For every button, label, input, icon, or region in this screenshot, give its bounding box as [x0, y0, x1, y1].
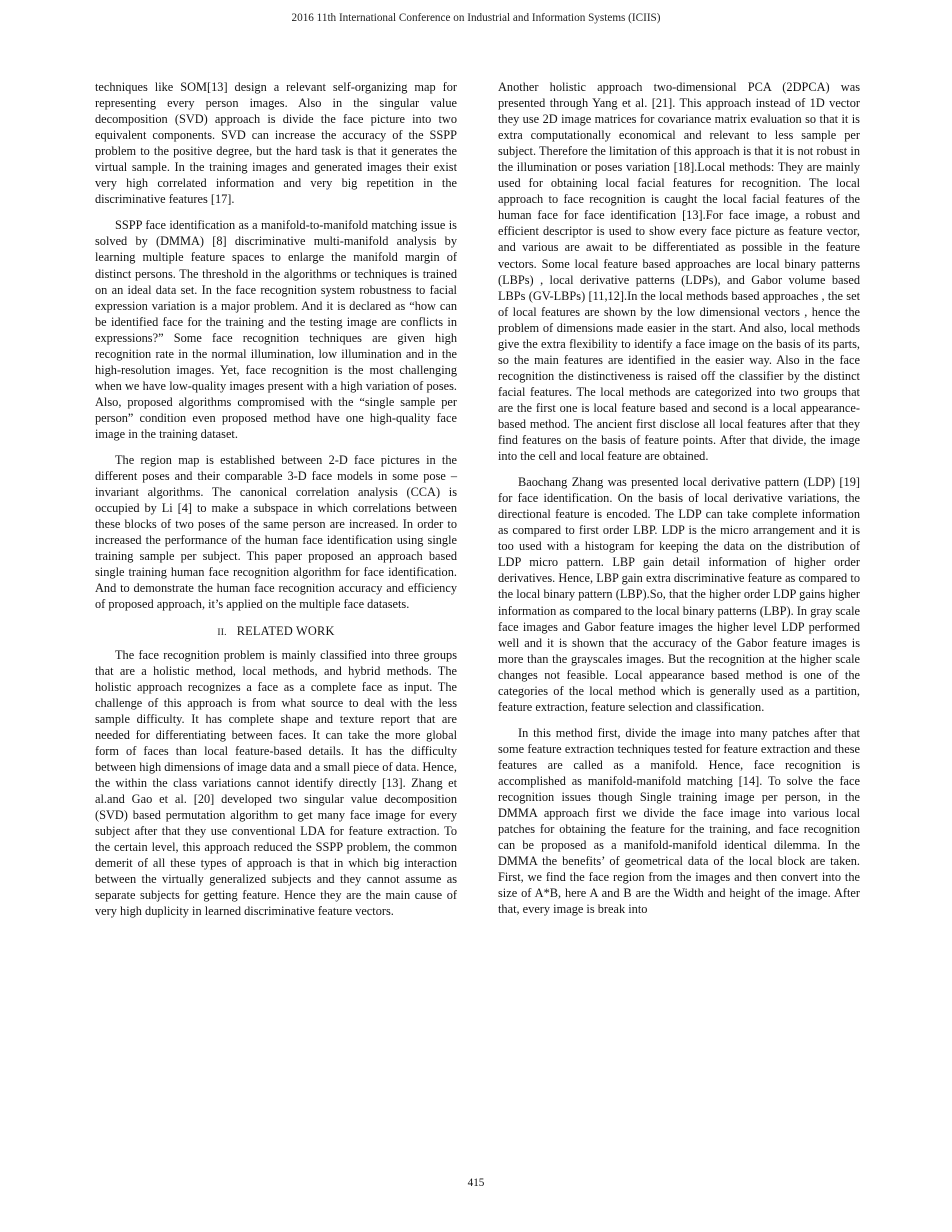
- section-heading-related-work: [95, 623, 457, 641]
- right-paragraph-2: Baochang Zhang was presented local derivative pattern (LDP) [19] for face identification. On the basis of local derivative variations, the directional feature is encoded. The LDP can take complete information as compared to first order LBP. LDP is the micro arrangement and it is too used with a histogram for keeping the data on the distribution of LDP micro pattern. LBP gain detail information of higher order derivatives. Hence, LBP gain extra discriminative feature as compared to the local binary pattern (LBP).So, that the higher order LDP gains higher information as compared to the local binary patterns (LBP). In gray scale face images and Gabor feature images the higher level LDP performed well and it is shown that the accuracy of the Gabor feature images is more than the grayscales images. But the recognition at the higher scale changes not feasible. Local appearance based method is one of the categories of the local method which is generally used as a partition, feature extraction, feature selection and classification.: [498, 475, 860, 714]
- right-paragraph-1: Another holistic approach two-dimensional PCA (2DPCA) was presented through Yang et al. [21]. This approach instead of 1D vector they use 2D image matrices for covariance matrix evaluation so that it is extra computationally economical and relevant to less sample per subject. Therefore the limitation of this approach is that it is not robust in the illumination or poses variation [18].Local methods: They are mainly used for obtaining local facial features for recognition. The local approach to face recognition is caught the local facial features of the human face for face identification [13].For face image, a robust and efficient descriptor is used to show every face picture as feature vector, and various are await to be differentiated as possible in the feature vectors. Some local feature based approaches are local binary patterns (LBPs) , local derivative patterns (LDPs), and Gabor volume based LBPs (GV-LBPs) [11,12].In the local methods based approaches , the set of local features are shown by the low dimensional vectors , hence the problem of dimensions made easier in the start. And also, local methods give the extra flexibility to identify a face image on the basis of its parts, so the main features are identified in the easier way. Also in the face recognition the distinctiveness is raised off the classifier by the distinct facial features. The local methods are categorized into two groups that are the first one is local feature based and second is a local appearance-based method. The ancient first disclose all local features after that they find features on the basis of feature points. After that divide, the image into the cell and local feature are obtained.: [498, 80, 860, 464]
- page-number: 415: [467, 1177, 485, 1189]
- left-paragraph-3: The region map is established between 2-D face pictures in the different poses and their comparable 3-D face models in some pose –invariant algorithms. The canonical correlation analysis (CCA) is occupied by Li [4] to make a subspace in which correlations between these blocks of two poses of the same person are increased. In order to increased the performance of the human face identification using single training sample per subject. This paper proposed an approach based single training human face recognition algorithm for face identification. And to demonstrate the human face recognition accuracy and efficiency of proposed approach, it’s applied on the multiple face datasets.: [95, 453, 457, 612]
- right-column: [498, 79, 860, 927]
- left-column: [95, 79, 457, 929]
- left-paragraph-4: The face recognition problem is mainly classified into three groups that are a holistic method, local methods, and hybrid methods. The holistic approach recognizes a face as a complete face as input. The challenge of this approach is from what source to deal with the less sample difficulty. It has complete shape and texture report that are needed for differentiating between faces. It can take the more global form of faces than local feature-based details. It has the difficulty between high dimensions of image data and a small piece of data. Hence, the within the class variations cannot identify directly [13]. Zhang et al.and Gao et al. [20] developed two singular value decomposition (SVD) based permutation algorithm to get many face image for every subject after that they use conventional LDA for feature extraction. To the certain level, this approach reduced the SSPP problem, the common demerit of all these types of approach is that in which big interaction between the virtually generalized subjects and they cannot assume as separate subjects for getting feature. Hence they are the main cause of very high duplicity in learned discriminative feature vectors.: [95, 647, 457, 919]
- section-number: II.: [217, 627, 227, 638]
- right-paragraph-3: In this method first, divide the image into many patches after that some feature extraction techniques tested for feature extraction and these features are called as a manifold. Hence, face recognition is accomplished as manifold-manifold matching [14]. To solve the face recognition issues though Single training image per person, in the DMMA approach first we divide the face image into various local patches for obtaining the feature for the training, and face recognition can be proposed as a manifold-manifold identical dilemma. In the DMMA the benefits’ of geometrical data of the local block are taken. First, we find the face region from the images and then convert into the size of A*B, here A and B are the Width and height of the image. After that, every image is break into: [498, 725, 860, 917]
- left-paragraph-1: techniques like SOM[13] design a relevant self-organizing map for representing every person images. Also in the singular value decomposition (SVD) approach is divide the face picture into two equivalent components. SVD can increase the accuracy of the SSPP problem to the positive degree, but the hard task is that it generates the virtual sample. In the training images and generated images their exist very high correlated information and very big repetition in the discriminative features [17].: [95, 80, 457, 207]
- running-header: 2016 11th International Conference on Industrial and Information Systems (ICIIS): [291, 12, 661, 24]
- left-paragraph-2: SSPP face identification as a manifold-to-manifold matching issue is solved by (DMMA) [8] discriminative multi-manifold analysis by learning multiple feature spaces to enlarge the manifold margin of distinct persons. The threshold in the algorithms or techniques is trained on an ideal data set. In the face recognition system robustness to facial expression variation is a major problem. And it is declared as “how can be identified face for the training and the testing image are conflicts in expressions?” Some face recognition techniques are given high recognition rate in the normal illumination, low illumination and in the high-resolution images. Yet, face recognition is the most challenging when we have low-quality images present with a high variation of poses. Also, proposed algorithms compromised with the “single sample per person” condition even proposed method have one high-quality face image in the training dataset.: [95, 218, 457, 441]
- section-title: RELATED WORK: [236, 623, 335, 638]
